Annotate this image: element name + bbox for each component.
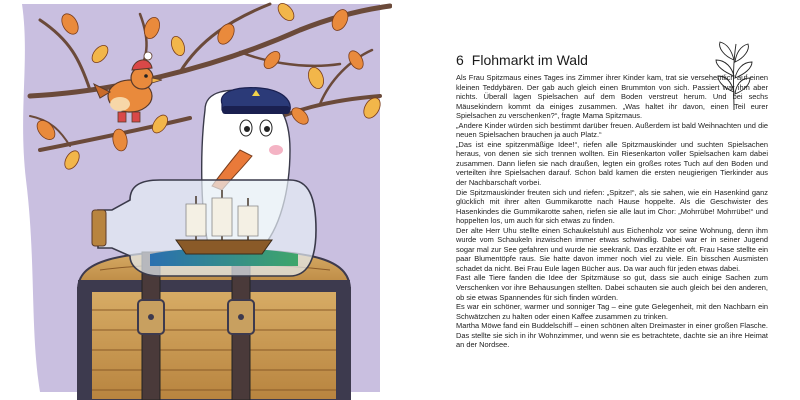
- paragraph: Fast alle Tiere fanden die Idee der Spitzmäuse so gut, dass sie auch einige Sachen zum Verschenken vor ihre Behausungen stellten. Dabei schauten sie auch gleich bei den anderen, ob sie etwas Spannendes für sich finden würden.: [456, 273, 768, 302]
- chapter-number: 6: [456, 52, 464, 68]
- story-text: [456, 73, 768, 350]
- text-page: [392, 0, 800, 400]
- chapter-title: [456, 52, 588, 68]
- illustration: [0, 0, 392, 400]
- paragraph: Die Spitzmauskinder freuten sich und riefen: „Spitze!“, als sie sahen, wie ein Hasenkind ganz glücklich mit ihrer alten Gummikarotte nach Hause hoppelte. Als die Geschwister des Hasenkindes die Gummikarotte sahen, riefen sie alle laut im Chor: „Mohrrübe! Mohrrübe!“ und hoppelten los, um auch für sich etwas zu finden.: [456, 187, 768, 226]
- paragraph: „Andere Kinder würden sich bestimmt darüber freuen. Außerdem ist bald Weihnachten und die neuen Spielsachen brauchen ja auch Platz.“: [456, 120, 768, 140]
- paragraph: „Das ist eine spitzenmäßige Idee!“, riefen alle Spitzmauskinder und suchten Spielsachen heraus, von denen sie sich trennen wollten. Ein Riesenkarton voller Spielsachen kam dabei zusammen. Dann liefen sie nach draußen, legten ein großes rotes Tuch auf den Boden und verteilten ihre Spielsachen darauf. Schon bald kamen die ersten neugierigen Tierkinder aus der Nachbarschaft vorbei.: [456, 139, 768, 188]
- paragraph: Martha Möwe fand ein Buddelschiff – einen schönen alten Dreimaster in einer großen Flasche. Das stellte sie sich in ihr Wohnzimmer, und wenn sie es betrachtete, dachte sie an ihre Heimat an der Nordsee.: [456, 321, 768, 350]
- paragraph: Als Frau Spitzmaus eines Tages ins Zimmer ihrer Kinder kam, trat sie versehentlich auf einen kleinen Teddybären. Der gab auch gleich einen Brummton von sich. Passiert war ihm aber nichts. Überall lagen Spielsachen auf dem Boden verstreut herum. Und bei sechs Mäusekindern kommt da einiges zusammen. „Was haltet ihr davon, einen Teil eurer Spielsachen zu verschenken?“, fragte Mama Spitzmaus.: [456, 73, 768, 121]
- paragraph: Der alte Herr Uhu stellte einen Schaukelstuhl aus Eichenholz vor seine Wohnung, denn ihm wurde vom Schaukeln inzwischen immer etwas schwindlig. Dabei war er in seiner Jugend sogar mal zur See gefahren und wurde nie seekrank. Das erzählte er oft. Frau Hase stellte ein paar Blumentöpfe raus. Sie hatte davon immer noch viel zu viele. Ein bisschen Ausmisten schadet da nicht. Bei Frau Eule lagen Bücher aus. Da war auch für jeden etwas dabei.: [456, 225, 768, 273]
- chapter-title-text: Flohmarkt im Wald: [471, 52, 588, 68]
- paragraph: Es war ein schöner, warmer und sonniger Tag – eine gute Gelegenheit, mit den Nachbarn ein Schwätzchen zu halten oder einen Kaffee zusammen zu trinken.: [456, 302, 768, 321]
